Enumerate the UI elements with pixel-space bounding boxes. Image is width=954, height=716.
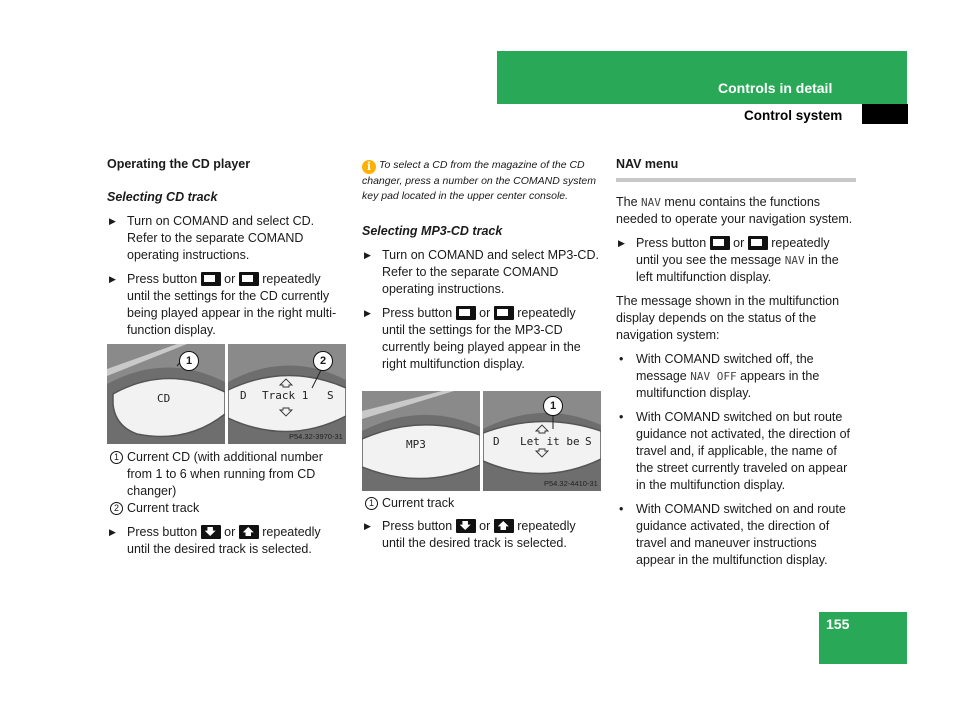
callout-1: 1 xyxy=(543,396,563,416)
number-circle: 2 xyxy=(110,502,123,515)
step: ▶ Press button or repeatedly until you see the message NAV in the left multifunction display. xyxy=(618,236,839,284)
down-button-icon xyxy=(201,525,221,539)
right-display-button-icon xyxy=(494,306,514,320)
down-button-icon xyxy=(456,519,476,533)
legend-item: 1 Current track xyxy=(362,495,602,512)
svg-text:S: S xyxy=(327,389,334,402)
step: ▶ Press button or repeatedly until the desired track is selected. xyxy=(109,525,321,556)
arrow-icon: ▶ xyxy=(364,250,371,260)
info-note: i To select a CD from the magazine of the CD changer, press a number on the COMAND system key pad located in the upper center console. xyxy=(362,159,597,202)
page-number: 155 xyxy=(826,616,850,632)
section-subtitle: Control system xyxy=(744,108,843,123)
arrow-icon: ▶ xyxy=(109,216,116,226)
bullet-item: • With COMAND switched on but route guidance not activated, the direction of travel and, if applicable, the name of the street currently traveled on appear in the multifunction display. xyxy=(619,410,851,492)
cd-display-image-left xyxy=(107,344,225,444)
callout-1: 1 xyxy=(179,351,199,371)
svg-text:D: D xyxy=(493,435,500,448)
column-1-lower xyxy=(107,449,347,558)
subheading-mp3-track: Selecting MP3-CD track xyxy=(362,224,503,238)
heading-nav-menu: NAV menu xyxy=(616,157,679,171)
header-tab xyxy=(862,104,908,124)
svg-text:CD: CD xyxy=(157,392,171,405)
heading-rule xyxy=(616,178,856,182)
right-display-button-icon xyxy=(239,272,259,286)
left-display-button-icon xyxy=(710,236,730,250)
callout-2: 2 xyxy=(313,351,333,371)
paragraph: The message shown in the multifunction display depends on the status of the navigation system: xyxy=(616,294,840,342)
info-icon: i xyxy=(362,160,376,174)
subheading-cd-track: Selecting CD track xyxy=(107,190,218,204)
bullet-item: • With COMAND switched off, the message NAV OFF appears in the multifunction display. xyxy=(619,352,820,400)
svg-text:Let it be: Let it be xyxy=(520,435,580,448)
column-1 xyxy=(107,156,347,339)
svg-text:Track 1: Track 1 xyxy=(262,389,309,402)
step: ▶ Press button or repeatedly until the settings for the MP3-CD currently being played appear in the right multifunction display. xyxy=(364,306,581,371)
image-code: P54.32-3970-31 xyxy=(289,432,343,441)
step: ▶ Turn on COMAND and select MP3-CD. Refer to the separate COMAND operating instructions. xyxy=(364,248,599,296)
number-circle: 1 xyxy=(365,497,378,510)
arrow-icon: ▶ xyxy=(364,308,371,318)
svg-text:MP3: MP3 xyxy=(406,438,426,451)
bullet-item: • With COMAND switched on and route guidance activated, the direction of travel and maneuver instructions appear in the multifunction display. xyxy=(619,502,846,567)
right-display-button-icon xyxy=(748,236,768,250)
arrow-icon: ▶ xyxy=(109,527,116,537)
arrow-icon: ▶ xyxy=(364,521,371,531)
left-display-button-icon xyxy=(456,306,476,320)
svg-text:D: D xyxy=(240,389,247,402)
up-button-icon xyxy=(239,525,259,539)
heading-cd-player: Operating the CD player xyxy=(107,157,251,171)
column-2-lower xyxy=(362,495,602,552)
up-button-icon xyxy=(494,519,514,533)
mp3-display-image-left xyxy=(362,391,480,491)
arrow-icon: ▶ xyxy=(109,274,116,284)
column-2 xyxy=(362,158,602,373)
legend-item: 2 Current track xyxy=(107,500,347,517)
paragraph: The NAV menu contains the functions needed to operate your navigation system. xyxy=(616,195,853,226)
image-code: P54.32-4410-31 xyxy=(544,479,598,488)
number-circle: 1 xyxy=(110,451,123,464)
left-display-button-icon xyxy=(201,272,221,286)
mp3-display-image-right xyxy=(483,391,601,491)
legend-item: 1 Current CD (with additional number from 1 to 6 when running from CD changer) xyxy=(107,449,347,500)
step: ▶ Turn on COMAND and select CD. Refer to the separate COMAND operating instructions. xyxy=(109,214,315,262)
step: ▶ Press button or repeatedly until the desired track is selected. xyxy=(364,519,576,550)
column-3 xyxy=(616,156,856,569)
arrow-icon: ▶ xyxy=(618,238,625,248)
step: ▶ Press button or repeatedly until the settings for the CD currently being played appear in the right multi-function display. xyxy=(109,272,337,337)
svg-text:S: S xyxy=(585,435,592,448)
section-title: Controls in detail xyxy=(718,80,833,96)
header-bar xyxy=(497,51,907,104)
